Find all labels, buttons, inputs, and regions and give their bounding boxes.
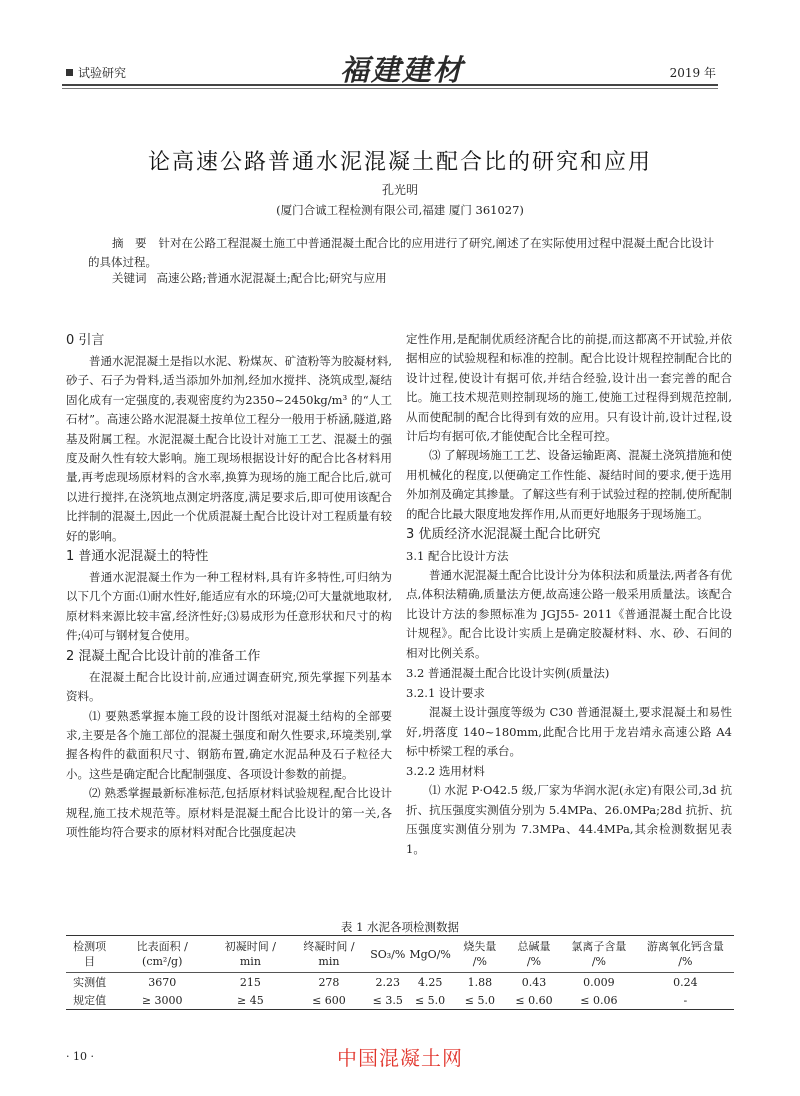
keywords-text: 高速公路;普通水泥混凝土;配合比;研究与应用	[156, 271, 387, 285]
table-cell: ≤ 0.60	[515, 993, 553, 1007]
paragraph: 在混凝土配合比设计前,应通过调查研究,预先掌握下列基本资料。	[66, 669, 392, 704]
section-heading: 3 优质经济水泥混凝土配合比研究	[406, 527, 601, 543]
table-row	[66, 973, 734, 992]
table-header-cell: MgO/%	[409, 947, 451, 961]
table-header-cell: 初凝时间 / min	[224, 940, 276, 968]
table-cell: -	[683, 993, 688, 1007]
table-cell: ≤ 5.0	[414, 993, 446, 1007]
page-number: · 10 ·	[66, 1050, 94, 1063]
paragraph: 普通水泥混凝土配合比设计分为体积法和质量法,两者各有优点,体积法精确,质量法方便,故高速公路一般采用质量法。该配合比设计方法的参照标准为 JGJ55- 2011《普通混凝土配合比设计规程》。配合比设计实质上是确定胶凝材料、水、砂、石间的相对比例关系。	[406, 568, 732, 660]
article-author: 孔光明	[381, 183, 418, 197]
table-caption: 表 1 水泥各项检测数据	[340, 920, 460, 934]
section-heading: 2 混凝土配合比设计前的准备工作	[66, 648, 261, 664]
paragraph: ⑶ 了解现场施工工艺、设备运输距离、混凝土浇筑措施和使用机械化的程度,以便确定工作性能、凝结时间的要求,便于选用外加剂及确定其掺量。了解这些有利于试验过程的控制,使所配制的配合比最大限度地发挥作用,从而更好地服务于现场施工。	[406, 448, 732, 521]
left-column	[66, 330, 392, 842]
abstract-text: 针对在公路工程混凝土施工中普通混凝土配合比的应用进行了研究,阐述了在实际使用过程中混凝土配合比设计的具体过程。	[88, 236, 715, 269]
table-cell: 278	[318, 975, 340, 989]
table-cell: ≥ 45	[237, 993, 264, 1007]
table-cell: ≤ 3.5	[372, 993, 403, 1007]
table-header-cell: 氯离子含量 /%	[571, 940, 627, 968]
subsection-heading: 3.2.2 选用材料	[406, 764, 485, 779]
table-cell: ≤ 5.0	[464, 993, 495, 1007]
cement-test-table	[66, 935, 734, 1010]
paragraph: 普通水泥混凝土是指以水泥、粉煤灰、矿渣粉等为胶凝材料,砂子、石子为骨料,适当添加外加剂,经加水搅拌、浇筑成型,凝结固化成有一定强度的,表观密度约为2350~2450kg/m³ 的“人工石材”。高速公路水泥混凝土按单位工程分一般用于桥涵,隧道,路基及附属工程。水泥混凝土配合比设计对施工工艺、混凝土的强度及耐久性有较大影响。施工现场根据设计好的配合比各材料用量,再考虑现场原材料的含水率,换算为现场的施工配合比后,就可以进行搅拌,在浇筑地点测定坍落度,满足要求后,即可使用该配合比拌制的混凝土,因此一个优质混凝土配合比设计对工程质量有较好的影响。	[66, 354, 392, 543]
keywords-label: 关键词	[112, 271, 147, 285]
table-header-cell: 游离氧化钙含量 /%	[646, 940, 724, 968]
table-header-cell: 总碱量 /%	[517, 940, 551, 968]
section-heading: 0 引言	[66, 333, 105, 348]
subsection-heading: 3.2 普通混凝土配合比设计实例(质量法)	[406, 666, 610, 681]
abstract	[88, 234, 718, 272]
article-title: 论高速公路普通水泥混凝土配合比的研究和应用	[147, 150, 652, 175]
table-cell: 0.24	[673, 975, 698, 989]
table-header-cell: 终凝时间 / min	[303, 940, 355, 968]
right-column	[406, 330, 732, 859]
paragraph: 普通水泥混凝土作为一种工程材料,具有许多特性,可归纳为以下几个方面:⑴耐水性好,能适应有水的环境;⑵可大量就地取材,原材料来源比较丰富,经济性好;⑶易成形为任意形状和尺寸的构件;⑷可与钢材复合使用。	[66, 570, 392, 643]
table-cell: 1.88	[467, 975, 493, 989]
table-cell: 0.009	[583, 975, 615, 989]
abstract-label: 摘 要	[112, 236, 147, 250]
paragraph: ⑴ 要熟悉掌握本施工段的设计图纸对混凝土结构的全部要求,主要是各个施工部位的混凝土强度和耐久性要求,环境类别,掌握各构件的截面积尺寸、钢筋布置,确定水泥品种及石子粒径大小。这些是确定配合比配制强度、各项设计参数的前提。	[66, 708, 392, 781]
table-cell: 规定值	[73, 994, 107, 1007]
table-cell: 215	[239, 975, 261, 989]
table-row	[66, 991, 734, 1010]
table-cell: 0.43	[521, 975, 547, 989]
table-cell: 2.23	[375, 975, 401, 989]
keywords	[112, 270, 387, 286]
table-header-cell: SO₃/%	[370, 947, 406, 961]
table-cell: ≤ 600	[312, 993, 346, 1007]
table-cell: 3670	[148, 975, 177, 989]
paragraph: ⑴ 水泥 P·O42.5 级,厂家为华润水泥(永定)有限公司,3d 抗折、抗压强度实测值分别为 5.4MPa、26.0MPa;28d 抗折、抗压强度实测值分别为 7.3MPa、44.4MPa,其余检测数据见表 1。	[406, 783, 732, 856]
section-label	[66, 64, 126, 81]
header-rule-thin	[62, 88, 718, 89]
square-bullet-icon	[66, 69, 73, 76]
table-cell: ≥ 3000	[141, 993, 183, 1007]
article-affiliation: (厦门合诚工程检测有限公司,福建 厦门 361027)	[276, 203, 524, 217]
paragraph: 定性作用,是配制优质经济配合比的前提,而这都离不开试验,并依据相应的试验规程和标准的控制。配合比设计规程控制配合比的设计过程,使设计有据可依,并结合经验,设计出一套完善的配合比。施工技术规范则控制现场的施工,使施工过程得到规范控制,从而使配制的配合比得到有效的应用。只有设计前,设计过程,设计后均有据可依,才能使配合比全程可控。	[406, 332, 732, 444]
header-year: 2019 年	[669, 66, 716, 80]
table-header-cell: 检测项目	[73, 940, 107, 968]
watermark: 中国混凝土网	[337, 1046, 463, 1070]
table-header-cell: 比表面积 / (cm²/g)	[136, 940, 188, 968]
paragraph: ⑵ 熟悉掌握最新标准标范,包括原材料试验规程,配合比设计规程,施工技术规范等。原材料是混凝土配合比设计的第一关,各项性能均符合要求的原材料对配合比强度起决	[66, 786, 392, 839]
section-text: 试验研究	[78, 66, 127, 80]
table-header-cell: 烧失量 /%	[463, 940, 497, 968]
table-header-row	[66, 936, 734, 973]
header-rule	[62, 84, 718, 86]
table-cell: 4.25	[417, 975, 443, 989]
table-cell: 实测值	[73, 976, 107, 989]
table-cell: ≤ 0.06	[580, 993, 618, 1007]
subsection-heading: 3.1 配合比设计方法	[406, 549, 509, 564]
subsection-heading: 3.2.1 设计要求	[406, 686, 485, 701]
paragraph: 混凝土设计强度等级为 C30 普通混凝土,要求混凝土和易性好,坍落度 140~180mm,此配合比用于龙岩靖永高速公路 A4 标中桥梁工程的承台。	[406, 705, 732, 758]
section-heading: 1 普通水泥混凝土的特性	[66, 549, 209, 565]
journal-logo: 福建建材	[340, 53, 465, 87]
